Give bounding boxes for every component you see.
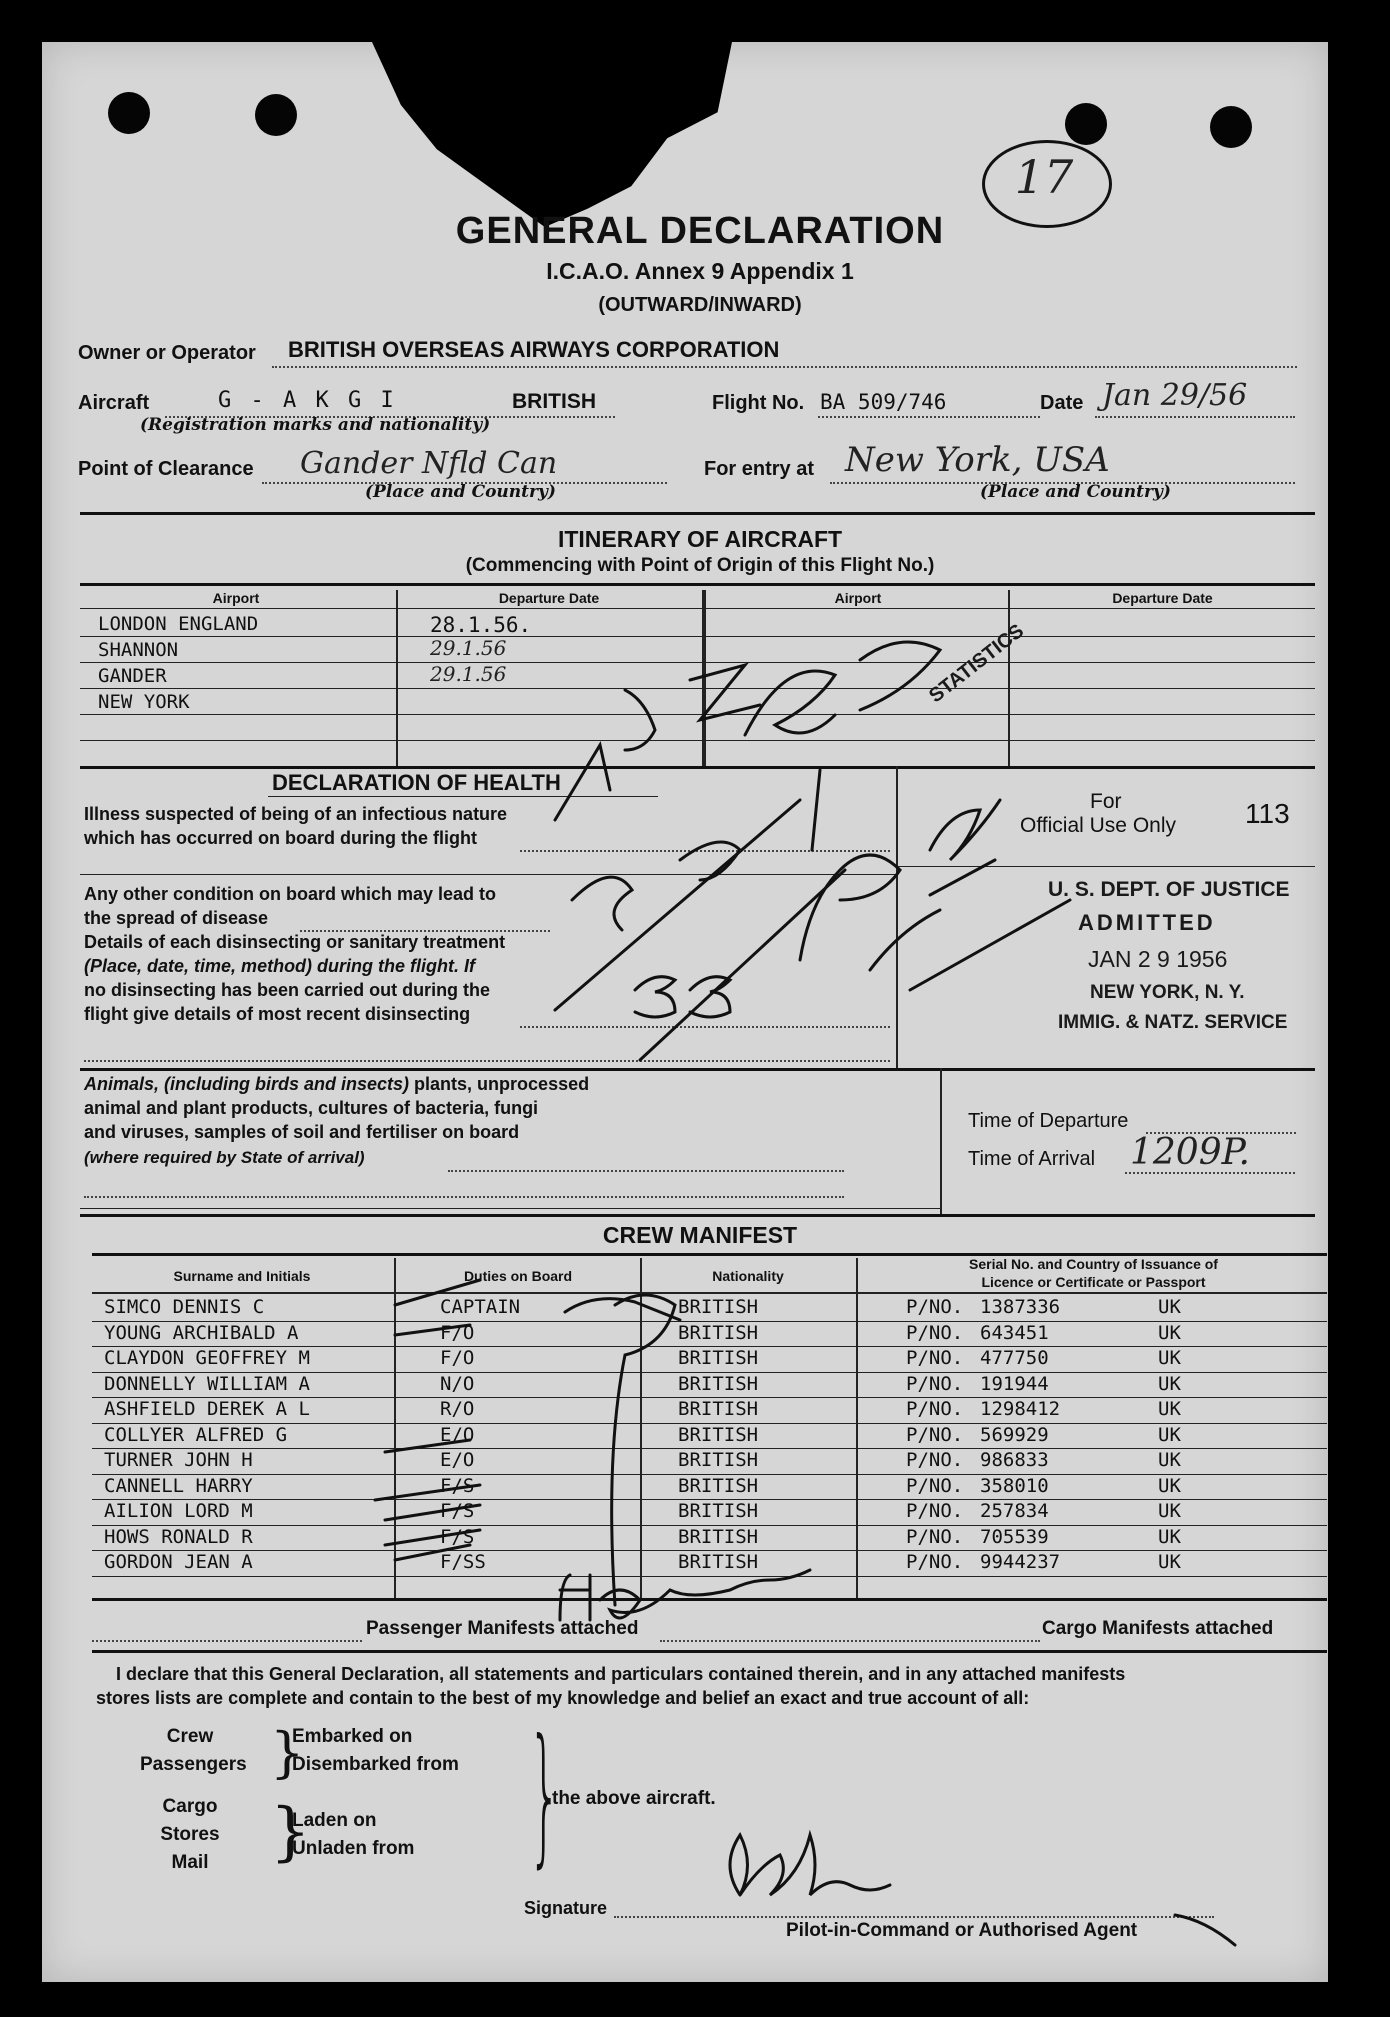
itinerary-title: ITINERARY OF AIRCRAFT xyxy=(557,526,843,552)
crew-label: Crew xyxy=(166,1726,214,1747)
flight-value: BA 509/746 xyxy=(820,390,947,414)
handwriting-stroke xyxy=(572,877,632,930)
handwriting-stroke xyxy=(640,870,845,1060)
animals-line3: and viruses, samples of soil and fertiliser on board xyxy=(84,1122,520,1142)
itinerary-date-2: 29.1.56 xyxy=(430,636,507,660)
handwriting-stroke xyxy=(555,745,610,820)
page-number: 17 xyxy=(1014,150,1074,204)
crew-duty: F/O xyxy=(440,1321,475,1344)
crew-country: UK xyxy=(1158,1551,1181,1573)
embarked-label: Embarked on xyxy=(292,1726,413,1747)
crew-pno: P/NO. xyxy=(906,1372,964,1395)
passengers-label: Passengers xyxy=(140,1754,247,1775)
crew-pno: P/NO. xyxy=(906,1398,964,1420)
itinerary-date-1: 28.1.56. xyxy=(430,613,532,637)
laden-label: Laden on xyxy=(292,1810,377,1831)
itinerary-airport-3: GANDER xyxy=(98,665,167,687)
crew-duty: F/S xyxy=(440,1525,475,1548)
crew-nationality: BRITISH xyxy=(678,1525,759,1548)
crew-duty: F/S xyxy=(440,1500,475,1522)
official-number: 113 xyxy=(1245,798,1290,829)
crew-serial: 705539 xyxy=(980,1525,1049,1548)
crew-col-serial-1: Serial No. and Country of Issuance of xyxy=(969,1256,1218,1272)
signature-label: Signature xyxy=(524,1898,608,1918)
stores-label: Stores xyxy=(160,1824,220,1845)
crew-nationality: BRITISH xyxy=(678,1500,759,1522)
crew-name: HOWS RONALD R xyxy=(104,1525,253,1548)
document-title: GENERAL DECLARATION xyxy=(455,210,945,252)
crew-serial: 1387336 xyxy=(980,1296,1061,1318)
crew-duty: F/O xyxy=(440,1347,475,1369)
mail-label: Mail xyxy=(171,1852,209,1873)
handwriting-stroke xyxy=(860,642,940,710)
crew-name: ASHFIELD DEREK A L xyxy=(104,1398,310,1420)
handwriting-stroke xyxy=(600,1570,810,1618)
handwriting-stroke xyxy=(385,1440,470,1452)
animals-line4: (where required by State of arrival) xyxy=(84,1148,365,1167)
handwriting-stroke xyxy=(375,1485,480,1500)
document-direction: (OUTWARD/INWARD) xyxy=(598,294,802,316)
official-for: For xyxy=(1090,790,1122,813)
health-illness-line2: which has occurred on board during the flight xyxy=(84,828,478,848)
crew-pno: P/NO. xyxy=(906,1449,964,1471)
signature-handwriting xyxy=(730,1835,890,1895)
handwriting-stroke xyxy=(930,860,995,895)
health-disinsect-line3: no disinsecting has been carried out during the xyxy=(84,980,491,1000)
owner-label: Owner or Operator xyxy=(78,342,256,364)
crew-serial: 1298412 xyxy=(980,1398,1061,1420)
entry-label: For entry at xyxy=(704,458,815,480)
crew-nationality: BRITISH xyxy=(678,1296,759,1318)
immigration-stamp-dept: U. S. DEPT. OF JUSTICE xyxy=(1048,878,1290,901)
handwriting-stroke xyxy=(1175,1915,1235,1945)
crew-nationality: BRITISH xyxy=(678,1398,759,1420)
cargo-label: Cargo xyxy=(162,1796,218,1817)
crew-name: YOUNG ARCHIBALD A xyxy=(104,1321,299,1344)
crew-name: DONNELLY WILLIAM A xyxy=(104,1372,310,1395)
brace-icon: } xyxy=(270,1795,311,1869)
date-label: Date xyxy=(1040,392,1084,414)
crew-duty: CAPTAIN xyxy=(440,1296,521,1318)
animals-line2: animal and plant products, cultures of bacteria, fungi xyxy=(84,1098,539,1118)
health-disinsect-line1: Details of each disinsecting or sanitary treatment xyxy=(84,932,506,952)
crew-name: SIMCO DENNIS C xyxy=(104,1296,265,1318)
itinerary-airport-2: SHANNON xyxy=(98,639,179,661)
entry-value: New York, USA xyxy=(845,440,1110,480)
handwriting-stroke xyxy=(395,1325,470,1335)
crew-pno: P/NO. xyxy=(906,1296,964,1318)
crew-country: UK xyxy=(1158,1500,1181,1522)
crew-name: TURNER JOHN H xyxy=(104,1449,253,1471)
crew-duty: E/O xyxy=(440,1423,475,1446)
crew-serial: 191944 xyxy=(980,1372,1049,1395)
crew-pno: P/NO. xyxy=(906,1347,964,1369)
health-other-line1: Any other condition on board which may lead to xyxy=(84,884,497,904)
crew-col-name: Surname and Initials xyxy=(173,1268,311,1284)
crew-serial: 477750 xyxy=(980,1347,1049,1369)
flight-label: Flight No. xyxy=(712,392,805,414)
crew-country: UK xyxy=(1158,1423,1181,1446)
handwriting-stroke xyxy=(385,1505,480,1520)
crew-duty: F/SS xyxy=(440,1551,486,1573)
handwriting-stroke xyxy=(395,1280,480,1305)
crew-serial: 986833 xyxy=(980,1449,1049,1471)
itinerary-airport-4: NEW YORK xyxy=(98,691,190,713)
large-brace-icon: } xyxy=(528,1708,562,1882)
itinerary-col-airport-2: Airport xyxy=(834,590,882,606)
pilot-label: Pilot-in-Command or Authorised Agent xyxy=(786,1920,1138,1941)
crew-serial: 569929 xyxy=(980,1423,1049,1446)
crew-country: UK xyxy=(1158,1321,1181,1344)
handwriting-stroke xyxy=(555,800,800,1010)
declaration-text-2: stores lists are complete and contain to the best of my knowledge and belief an exact and true account of all: xyxy=(96,1688,1030,1708)
itinerary-col-airport: Airport xyxy=(212,590,260,606)
immigration-stamp-service: IMMIG. & NATZ. SERVICE xyxy=(1058,1012,1288,1033)
itinerary-col-departure-2: Departure Date xyxy=(1112,590,1213,606)
aircraft-nationality: BRITISH xyxy=(512,390,596,413)
animals-line1-rest: plants, unprocessed xyxy=(409,1074,590,1094)
date-value: Jan 29/56 xyxy=(1102,378,1248,413)
crew-country: UK xyxy=(1158,1525,1181,1548)
crew-duty: N/O xyxy=(440,1372,475,1395)
document-subtitle: I.C.A.O. Annex 9 Appendix 1 xyxy=(546,258,854,284)
crew-col-duties: Duties on Board xyxy=(463,1268,573,1284)
immigration-stamp-admitted: ADMITTED xyxy=(1078,910,1216,935)
crew-name: COLLYER ALFRED G xyxy=(104,1423,288,1446)
crew-pno: P/NO. xyxy=(906,1525,964,1548)
health-illness-line1: Illness suspected of being of an infectious nature xyxy=(84,804,508,824)
handwriting-stroke xyxy=(800,855,900,960)
crew-pno: P/NO. xyxy=(906,1423,964,1446)
crew-nationality: BRITISH xyxy=(678,1372,759,1395)
crew-nationality: BRITISH xyxy=(678,1551,759,1573)
health-other-line2: the spread of disease xyxy=(84,908,269,928)
crew-country: UK xyxy=(1158,1474,1181,1497)
immigration-stamp-date: JAN 2 9 1956 xyxy=(1088,946,1228,972)
crew-country: UK xyxy=(1158,1347,1181,1369)
cargo-manifests-label: Cargo Manifests attached xyxy=(1042,1618,1274,1639)
immigration-stamp-city: NEW YORK, N. Y. xyxy=(1090,982,1245,1003)
handwriting-stroke xyxy=(385,1530,480,1545)
handwriting-stroke xyxy=(812,770,820,850)
crew-col-serial-2: Licence or Certificate or Passport xyxy=(981,1274,1206,1290)
crew-serial: 9944237 xyxy=(980,1551,1061,1573)
disembarked-label: Disembarked from xyxy=(292,1754,459,1775)
aircraft-label: Aircraft xyxy=(78,392,150,414)
handwriting-stroke xyxy=(560,1575,590,1620)
handwriting-stroke xyxy=(635,977,675,1017)
animals-line1-italic: Animals, (including birds and insects) xyxy=(84,1074,410,1094)
crew-pno: P/NO. xyxy=(906,1500,964,1522)
crew-pno: P/NO. xyxy=(906,1474,964,1497)
arrival-time-label: Time of Arrival xyxy=(968,1148,1096,1170)
crew-pno: P/NO. xyxy=(906,1321,964,1344)
arrival-time-value: 1209P. xyxy=(1130,1132,1250,1173)
crew-serial: 643451 xyxy=(980,1321,1049,1344)
handwriting-stroke xyxy=(745,671,835,735)
crew-nationality: BRITISH xyxy=(678,1449,759,1471)
crew-serial: 257834 xyxy=(980,1500,1049,1522)
handwriting-stroke xyxy=(625,690,655,750)
official-label: Official Use Only xyxy=(1020,814,1176,837)
aircraft-hint: (Registration marks and nationality) xyxy=(140,415,491,435)
crew-name: CLAYDON GEOFFREY M xyxy=(104,1347,310,1369)
crew-name: GORDON JEAN A xyxy=(104,1551,253,1573)
crew-country: UK xyxy=(1158,1296,1181,1318)
handwriting-stroke xyxy=(870,910,940,970)
itinerary-airport-1: LONDON ENGLAND xyxy=(98,613,259,635)
crew-name: CANNELL HARRY xyxy=(104,1474,253,1497)
crew-nationality: BRITISH xyxy=(678,1474,759,1497)
crew-nationality: BRITISH xyxy=(678,1347,759,1369)
unladen-label: Unladen from xyxy=(292,1838,415,1859)
entry-hint: (Place and Country) xyxy=(980,482,1171,502)
above-aircraft-label: the above aircraft. xyxy=(552,1788,716,1809)
crew-country: UK xyxy=(1158,1372,1181,1395)
clearance-value: Gander Nfld Can xyxy=(300,446,558,481)
itinerary-col-departure: Departure Date xyxy=(498,590,600,606)
departure-time-label: Time of Departure xyxy=(968,1110,1129,1132)
health-disinsect-line2: (Place, date, time, method) during the flight. If xyxy=(84,956,476,976)
clearance-label: Point of Clearance xyxy=(78,458,254,480)
crew-country: UK xyxy=(1158,1449,1181,1471)
clearance-hint: (Place and Country) xyxy=(365,482,556,502)
handwriting-stroke xyxy=(612,1295,675,1605)
itinerary-subtitle: (Commencing with Point of Origin of this Flight No.) xyxy=(465,555,935,576)
crew-country: UK xyxy=(1158,1398,1181,1420)
brace-icon: } xyxy=(270,1721,305,1784)
crew-nationality: BRITISH xyxy=(678,1423,759,1446)
statistics-stamp: STATISTICS xyxy=(925,619,1029,708)
declaration-text-1: I declare that this General Declaration, all statements and particulars contained therein, and in any attached manifests xyxy=(116,1664,1126,1684)
crew-col-nationality: Nationality xyxy=(712,1268,784,1284)
owner-value: BRITISH OVERSEAS AIRWAYS CORPORATION xyxy=(288,337,780,362)
handwriting-stroke xyxy=(395,1545,470,1560)
crew-duty: E/O xyxy=(440,1449,475,1471)
crew-name: AILION LORD M xyxy=(104,1500,253,1522)
health-title: DECLARATION OF HEALTH xyxy=(272,770,561,795)
crew-nationality: BRITISH xyxy=(678,1321,759,1344)
handwriting-stroke xyxy=(690,665,760,720)
handwriting-stroke xyxy=(930,800,1000,860)
crew-pno: P/NO. xyxy=(906,1551,964,1573)
crew-duty: F/S xyxy=(440,1474,475,1497)
itinerary-date-3: 29.1.56 xyxy=(430,662,507,686)
passenger-manifests-label: Passenger Manifests attached xyxy=(366,1618,639,1639)
health-disinsect-line4: flight give details of most recent disinsecting xyxy=(84,1004,471,1024)
crew-duty: R/O xyxy=(440,1398,475,1420)
crew-title: CREW MANIFEST xyxy=(602,1222,798,1248)
crew-serial: 358010 xyxy=(980,1474,1049,1497)
aircraft-registration: G - A K G I xyxy=(218,388,397,413)
